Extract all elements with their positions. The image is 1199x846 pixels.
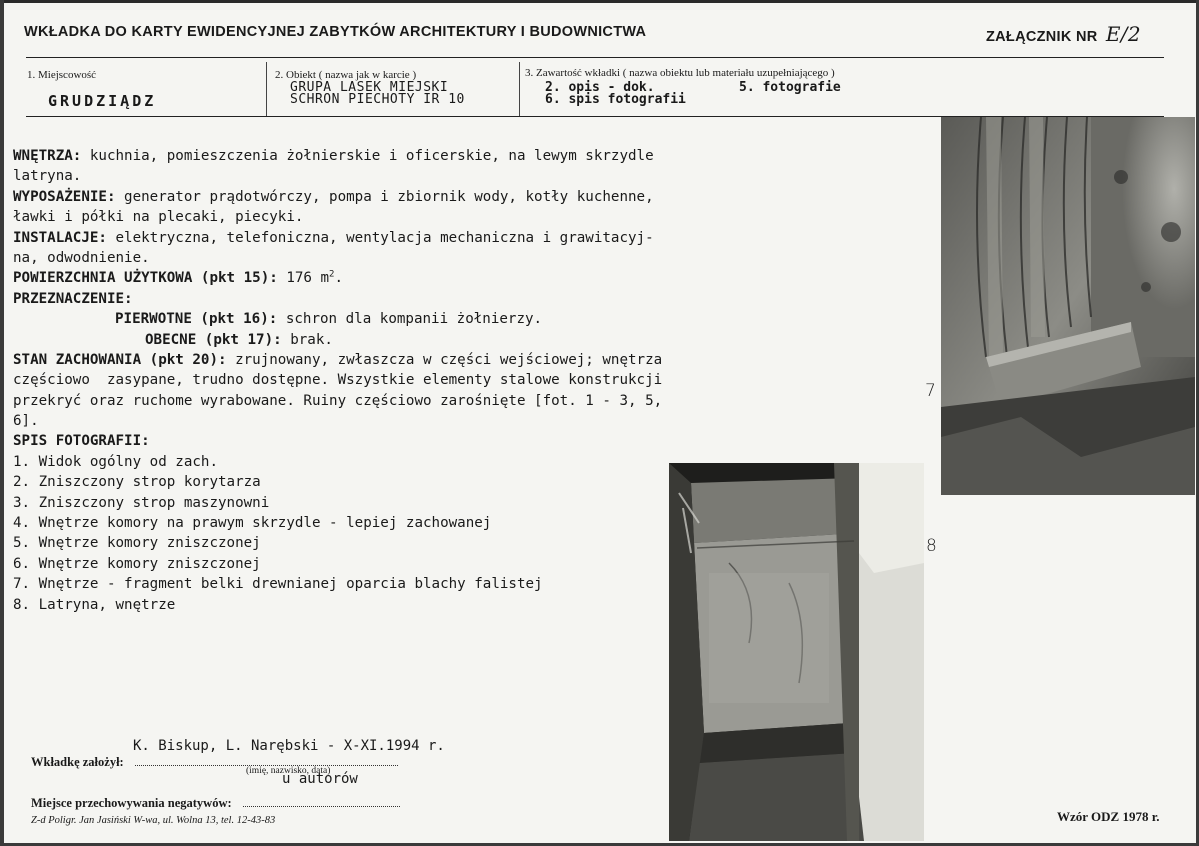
printer-imprint: Z-d Poligr. Jan Jasiński W-wa, ul. Wolna 13, tel. 12-43-83 (31, 815, 276, 826)
pierwotne-value: schron dla kompanii żołnierzy. (277, 311, 543, 328)
form-title: WKŁADKA DO KARTY EWIDENCYJNEJ ZABYTKÓW ARCHITEKTURY I BUDOWNICTWA (24, 24, 647, 40)
object-label: 2. Obiekt ( nazwa jak w karcie ) (275, 69, 417, 81)
instalacje-line-1 (13, 228, 813, 248)
scan-edge-left (0, 0, 4, 846)
object-value (290, 82, 465, 106)
wyposazenie-text-2: ławki i półki na plecaki, piecyki. (13, 209, 304, 226)
powierzchnia-value: 176 m (277, 270, 330, 287)
authors-signature: K. Biskup, L. Narębski - X-XI.1994 r. (133, 738, 445, 754)
instalacje-text-2: na, odwodnienie. (13, 249, 150, 266)
photo-8-image (669, 463, 924, 841)
negatives-label: Miejsce przechowywania negatywów: (31, 796, 232, 810)
stan-text-4: 6]. (13, 413, 39, 430)
annex-label (986, 22, 1141, 46)
przeznaczenie-heading: PRZEZNACZENIE: (13, 290, 133, 307)
negatives-value: u autorów (282, 771, 358, 787)
stan-heading: STAN ZACHOWANIA (pkt 20): (13, 351, 227, 368)
photo-list-item-2: 2. Zniszczony strop korytarza (13, 474, 261, 491)
photo-8-number: 8 (926, 536, 937, 556)
contents-item-spis: 6. spis fotografii (545, 92, 686, 107)
powierzchnia-line (13, 268, 813, 288)
photo-7-timber-beam (941, 117, 1195, 495)
photo-7-image (941, 117, 1195, 495)
stan-line-1 (13, 350, 813, 370)
scan-edge-top (0, 0, 1199, 3)
photo-list-item-3: 3. Zniszczony strop maszynowni (13, 494, 270, 511)
annex-label-text: ZAŁĄCZNIK NR (986, 29, 1098, 45)
wnetrza-text-2: latryna. (13, 168, 82, 185)
contents-label: 3. Zawartość wkładki ( nazwa obiektu lub materiału uzupełniającego ) (525, 67, 835, 79)
field-divider-2 (519, 62, 520, 116)
photo-list-item-8: 8. Latryna, wnętrze (13, 596, 176, 613)
header-rule (26, 57, 1164, 58)
photo-list-item-5: 5. Wnętrze komory zniszczonej (13, 535, 261, 552)
locality-label: 1. Miejscowość (27, 69, 97, 81)
contents-item-opis: 2. opis - dok. (545, 80, 655, 95)
object-line-1: GRUPA LASEK MIEJSKI (290, 80, 449, 95)
wyposazenie-heading: WYPOSAŻENIE: (13, 188, 116, 205)
negatives-dotted-line (243, 806, 400, 807)
annex-number: E/2 (1105, 22, 1141, 46)
photo-7-number: 7 (925, 381, 936, 401)
field-divider-1 (266, 62, 267, 116)
photo-list-item-7: 7. Wnętrze - fragment belki drewnianej oparcia blachy falistej (13, 576, 543, 593)
photo-8-latrine (669, 463, 924, 841)
wnetrza-heading: WNĘTRZA: (13, 148, 82, 164)
wnetrza-text-1: kuchnia, pomieszczenia żołnierskie i oficerskie, na lewym skrzydle (81, 148, 654, 164)
name-hint: (imię, nazwisko, data) (246, 766, 331, 776)
wyposazenie-line-1 (13, 187, 813, 207)
form-model: Wzór ODZ 1978 r. (1057, 809, 1160, 824)
obecne-value: brak. (281, 331, 333, 348)
photo-list-item-4: 4. Wnętrze komory na prawym skrzydle - lepiej zachowanej (13, 515, 492, 532)
contents-item-fotografie: 5. fotografie (739, 80, 841, 95)
wyposazenie-text-1: generator prądotwórczy, pompa i zbiornik wody, kotły kuchenne, (115, 188, 654, 205)
photo-list-item-6: 6. Wnętrze komory zniszczonej (13, 555, 261, 572)
locality-value: GRUDZIĄDZ (48, 92, 157, 110)
pierwotne-line (13, 309, 813, 329)
stan-text-1: zrujnowany, zwłaszcza w części wejściowej; wnętrza (226, 351, 663, 368)
instalacje-text-1: elektryczna, telefoniczna, wentylacja mechaniczna i grawitacyj- (106, 229, 654, 246)
stan-text-3: przekryć oraz ruchome wyrabowane. Ruiny częściowo zarośnięte [fot. 1 - 3, 5, (13, 392, 663, 409)
obecne-heading: OBECNE (pkt 17): (145, 331, 282, 348)
object-line-2: SCHRON PIECHOTY IR 10 (290, 92, 465, 107)
pierwotne-heading: PIERWOTNE (pkt 16): (115, 311, 278, 328)
insert-author-label: Wkładkę założył: (31, 755, 124, 769)
wnetrza-line-1 (13, 146, 813, 166)
powierzchnia-end: . (334, 270, 344, 287)
obecne-line (13, 330, 813, 350)
spis-heading: SPIS FOTOGRAFII: (13, 433, 150, 450)
stan-text-2: częściowo zasypane, trudno dostępne. Wszystkie elementy stalowe konstrukcji (13, 372, 663, 389)
instalacje-heading: INSTALACJE: (13, 229, 107, 246)
photo-list-item-1: 1. Widok ogólny od zach. (13, 453, 218, 470)
powierzchnia-exponent: 2 (329, 269, 335, 280)
powierzchnia-heading: POWIERZCHNIA UŻYTKOWA (pkt 15): (13, 270, 278, 287)
